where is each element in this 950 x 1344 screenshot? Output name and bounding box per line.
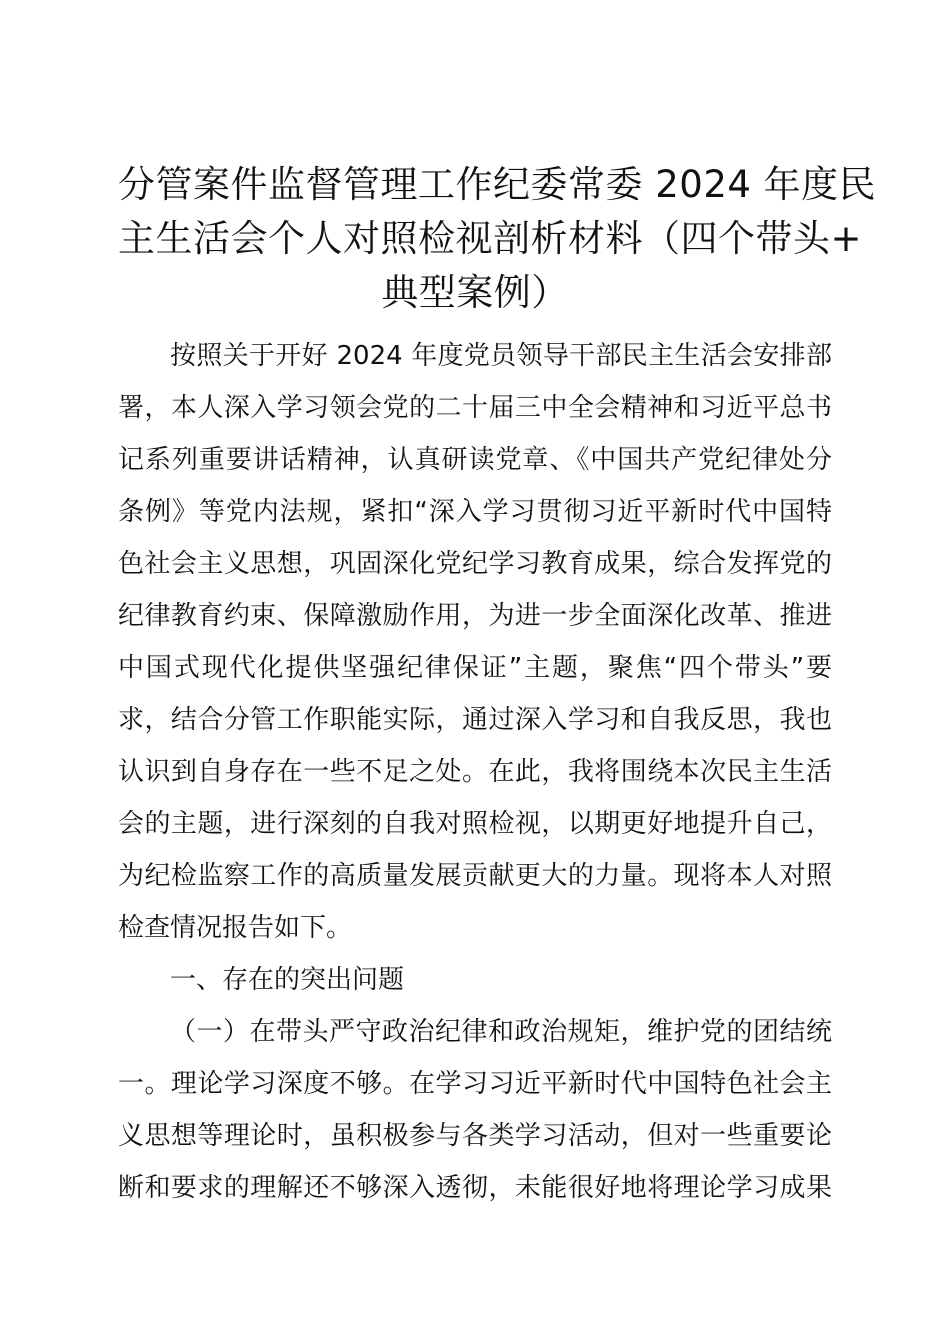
text-line: 色社会主义思想，巩固深化党纪学习教育成果，综合发挥党的	[118, 549, 832, 579]
text-line: 记系列重要讲话精神，认真研读党章、《中国共产党纪律处分	[118, 445, 832, 475]
title-line: 分管案件监督管理工作纪委常委 2024 年度民	[118, 163, 877, 206]
document-title	[118, 158, 877, 320]
text-line: 纪律教育约束、保障激励作用，为进一步全面深化改革、推进	[118, 601, 832, 631]
text-line: 会的主题，进行深刻的自我对照检视，以期更好地提升自己，	[118, 809, 832, 839]
text-line: 为纪检监察工作的高质量发展贡献更大的力量。现将本人对照	[118, 861, 832, 891]
section-heading: 一、存在的突出问题	[170, 965, 405, 995]
text-line: （一）在带头严守政治纪律和政治规矩，维护党的团结统	[170, 1017, 832, 1047]
text-line: 认识到自身存在一些不足之处。在此，我将围绕本次民主生活	[118, 757, 832, 787]
title-line: 典型案例）	[381, 271, 569, 314]
text-line: 中国式现代化提供坚强纪律保证”主题，聚焦“四个带头”要	[118, 653, 832, 683]
subsection-paragraph	[118, 1006, 832, 1214]
text-line: 署，本人深入学习领会党的二十届三中全会精神和习近平总书	[118, 393, 832, 423]
text-line: 检查情况报告如下。	[118, 913, 353, 943]
text-line: 条例》等党内法规，紧扣“深入学习贯彻习近平新时代中国特	[118, 497, 832, 527]
document-body	[118, 330, 832, 1214]
text-line: 断和要求的理解还不够深入透彻，未能很好地将理论学习成果	[118, 1173, 832, 1203]
text-line: 求，结合分管工作职能实际，通过深入学习和自我反思，我也	[118, 705, 832, 735]
text-line: 义思想等理论时，虽积极参与各类学习活动，但对一些重要论	[118, 1121, 832, 1151]
text-line: 按照关于开好 2024 年度党员领导干部民主生活会安排部	[170, 341, 832, 371]
text-line: 一。理论学习深度不够。在学习习近平新时代中国特色社会主	[118, 1069, 832, 1099]
intro-paragraph	[118, 330, 832, 954]
title-line: 主生活会个人对照检视剖析材料（四个带头+	[118, 217, 863, 260]
